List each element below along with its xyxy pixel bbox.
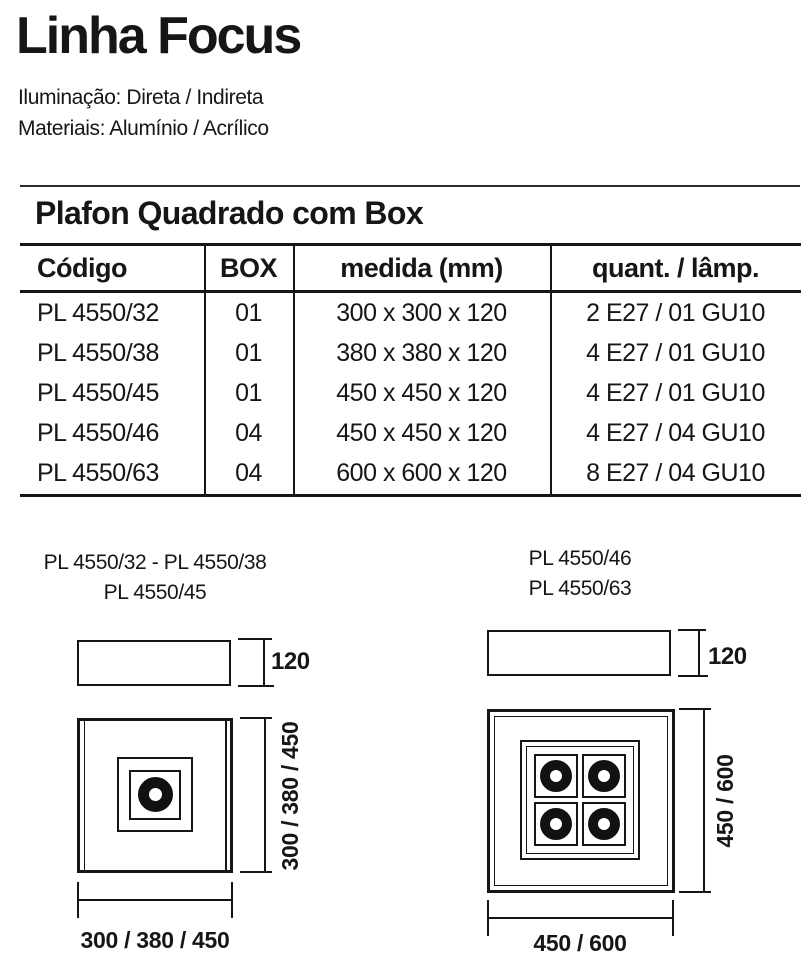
table-cell-medida: 450 x 450 x 120 (336, 378, 507, 407)
frame-line (84, 721, 86, 870)
table-row (20, 453, 801, 493)
table-header-row (20, 246, 801, 290)
left-diagram-label-line2: PL 4550/45 (103, 581, 207, 604)
left-side-view (77, 640, 231, 686)
left-side-dimension: 300 / 380 / 450 (277, 721, 303, 871)
table-cell-codigo: PL 4550/63 (37, 458, 159, 487)
right-diagram-label-line1: PL 4550/46 (528, 547, 632, 570)
table-row (20, 373, 801, 413)
table-cell-box: 04 (235, 458, 262, 487)
table-cell-quant: 2 E27 / 01 GU10 (586, 298, 765, 327)
lamp-cell (534, 802, 578, 846)
table-cell-codigo: PL 4550/46 (37, 418, 159, 447)
lamp-module-frame (526, 746, 634, 854)
table-cell-box: 01 (235, 298, 262, 327)
left-diagram-label-line1: PL 4550/32 - PL 4550/38 (43, 551, 267, 574)
dimension-line (698, 629, 700, 677)
dimension-line (703, 708, 705, 893)
table-row (20, 413, 801, 453)
lamp-grid (534, 754, 626, 846)
left-height-dimension: 120 (271, 648, 310, 675)
table-cell-medida: 600 x 600 x 120 (336, 458, 507, 487)
dimension-cap (238, 685, 274, 687)
lamp-circle (588, 808, 620, 840)
dimension-line (487, 917, 674, 919)
dimension-cap (240, 717, 272, 719)
table-header-box: BOX (219, 252, 277, 283)
left-diagram-label (20, 548, 290, 608)
lamp-cell (582, 802, 626, 846)
materials-line: Materiais: Alumínio / Acrílico (18, 117, 269, 140)
dimension-cap (678, 675, 708, 677)
lamp-circle (138, 777, 173, 812)
table-cell-medida: 300 x 300 x 120 (336, 298, 507, 327)
lamp-module-4 (520, 740, 640, 860)
divider-rule (20, 185, 800, 187)
table-bottom-border (20, 494, 801, 498)
table-cell-box: 04 (235, 418, 262, 447)
table-header-codigo: Código (37, 252, 127, 283)
table-cell-quant: 8 E27 / 04 GU10 (586, 458, 765, 487)
table-header-medida: medida (mm) (340, 252, 503, 283)
table-cell-box: 01 (235, 338, 262, 367)
dimension-cap (679, 708, 711, 710)
lamp-circle (588, 760, 620, 792)
right-side-view (487, 630, 671, 676)
table-cell-codigo: PL 4550/45 (37, 378, 159, 407)
dimension-cap (238, 638, 272, 640)
right-diagram-label-line2: PL 4550/63 (528, 577, 632, 600)
lamp-module (117, 757, 193, 832)
right-bottom-dimension: 450 / 600 (533, 930, 627, 956)
table-header-quant: quant. / lâmp. (591, 252, 759, 283)
dimension-line (77, 899, 233, 901)
lamp-cell (534, 754, 578, 798)
dimension-line (264, 717, 266, 873)
dimension-line (263, 638, 265, 687)
left-bottom-dimension: 300 / 380 / 450 (80, 927, 230, 953)
frame-line (225, 721, 227, 870)
table-cell-medida: 380 x 380 x 120 (336, 338, 507, 367)
page-title: Linha Focus (16, 7, 301, 65)
lamp-module-frame (129, 770, 181, 820)
dimension-cap (678, 629, 706, 631)
table-row (20, 293, 801, 333)
lamp-circle (540, 808, 572, 840)
table-cell-medida: 450 x 450 x 120 (336, 418, 507, 447)
table-cell-codigo: PL 4550/32 (37, 298, 159, 327)
right-diagram-label (450, 544, 710, 604)
table-body (20, 293, 801, 493)
table-cell-quant: 4 E27 / 04 GU10 (586, 418, 765, 447)
lamp-circle (540, 760, 572, 792)
dimension-cap (240, 871, 272, 873)
table-cell-quant: 4 E27 / 01 GU10 (586, 338, 765, 367)
table-cell-codigo: PL 4550/38 (37, 338, 159, 367)
dimension-cap (679, 891, 711, 893)
illumination-line: Iluminação: Direta / Indireta (18, 86, 264, 109)
right-side-dimension: 450 / 600 (712, 754, 738, 848)
lamp-cell (582, 754, 626, 798)
spec-table (20, 243, 801, 497)
table-cell-box: 01 (235, 378, 262, 407)
right-height-dimension: 120 (708, 643, 747, 670)
section-heading: Plafon Quadrado com Box (35, 195, 424, 231)
table-row (20, 333, 801, 373)
table-cell-quant: 4 E27 / 01 GU10 (586, 378, 765, 407)
